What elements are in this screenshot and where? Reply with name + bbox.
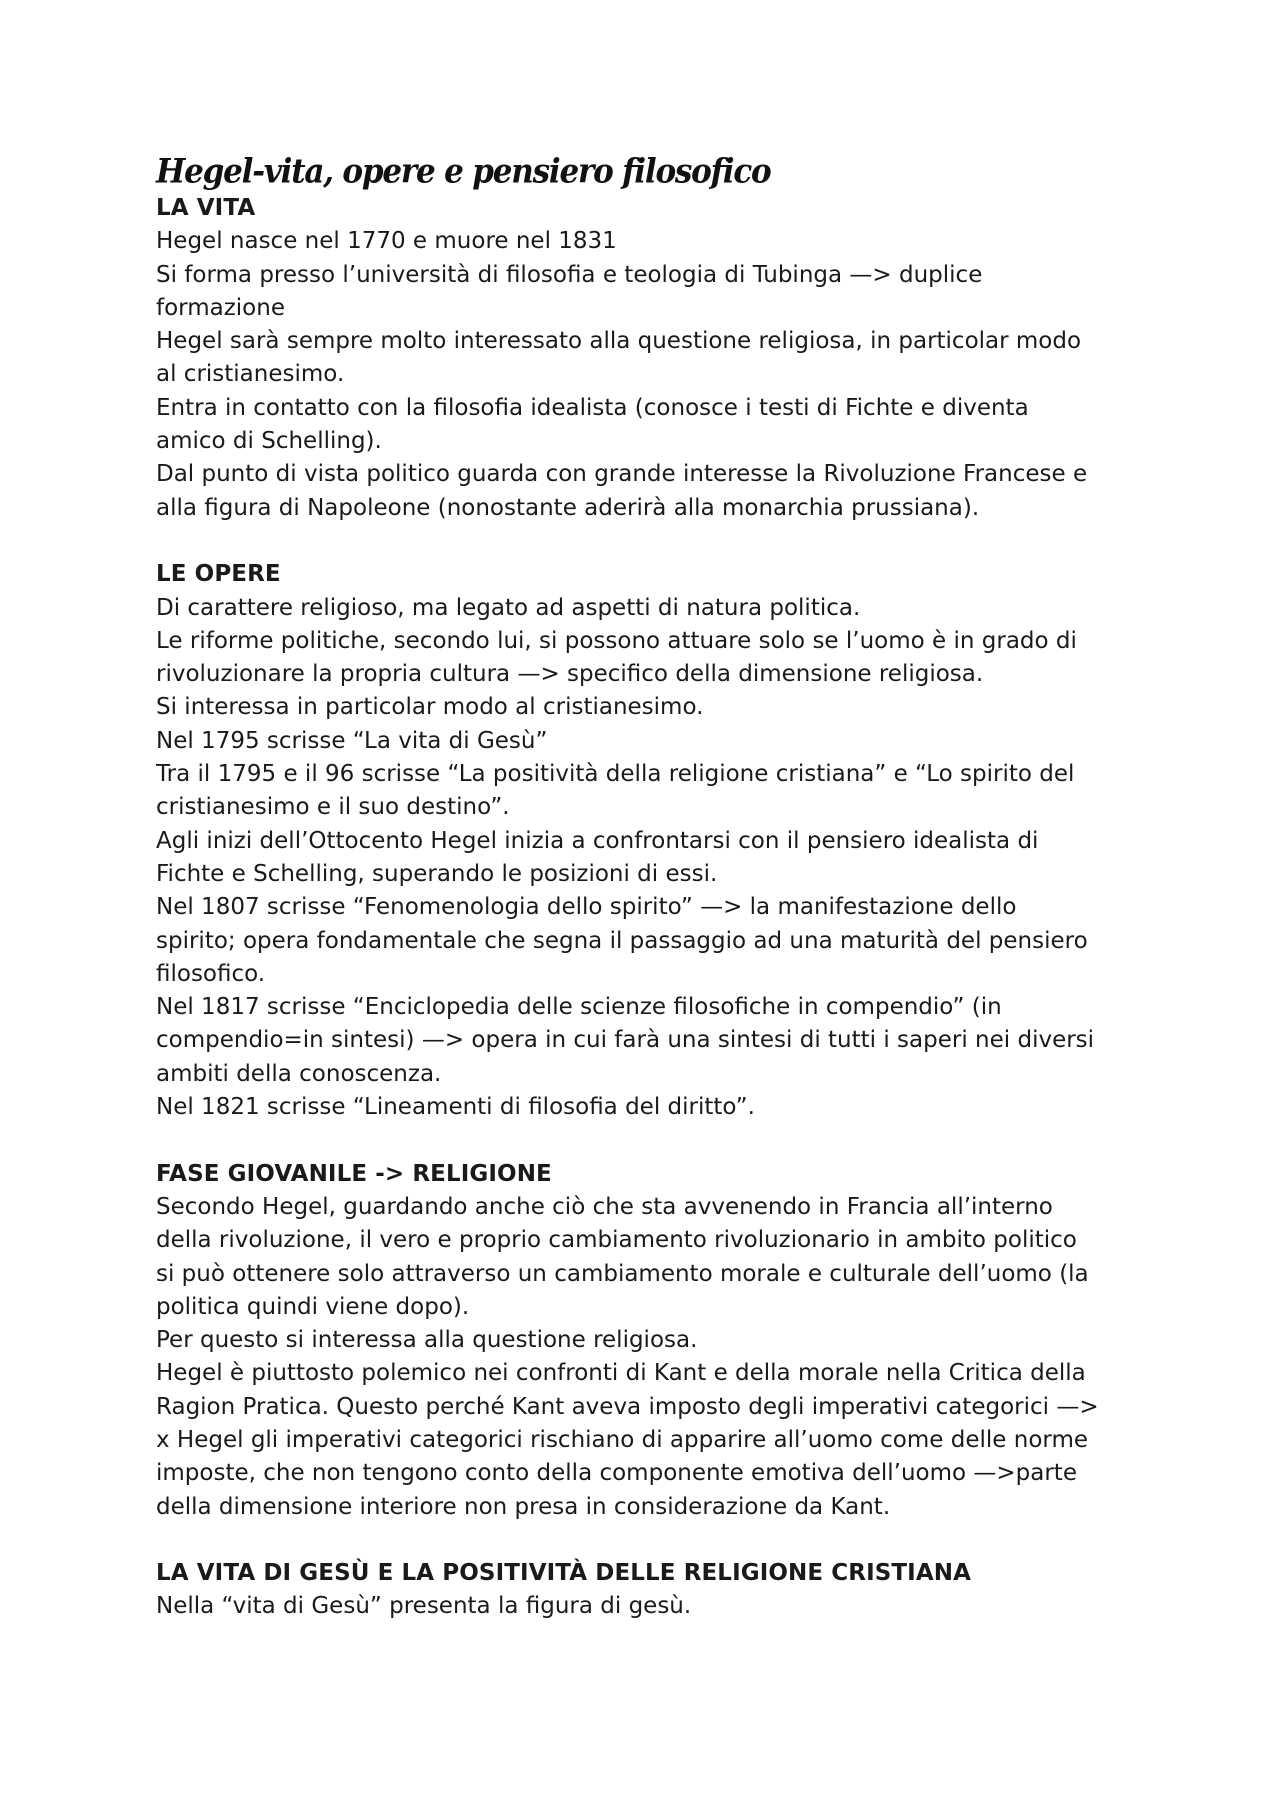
paragraph: Nel 1795 scrisse “La vita di Gesù” [156,727,548,754]
section-heading: LA VITA [156,195,256,221]
document-page [156,150,1136,1624]
paragraph: Tra il 1795 e il 96 scrisse “La positività della religione cristiana” e “Lo spirito del cristianesimo e il suo destino”. [156,761,1075,821]
paragraph: Hegel è piuttosto polemico nei confronti di Kant e della morale nella Critica della Ragion Pratica. Questo perché Kant aveva imposto degli imperativi categorici —> x Hegel gli imperativi categorici rischiano di apparire all’uomo come delle norme imposte, che non tengono conto della componente emotiva dell’uomo —>parte della dimensione interiore non presa in considerazione da Kant. [156,1360,1099,1520]
document-title: Hegel-vita, opere e pensiero filosofico [156,152,771,192]
paragraph: Hegel sarà sempre molto interessato alla questione religiosa, in particolar modo al cristianesimo. [156,328,1082,388]
section-la-vita [156,192,1136,525]
paragraph: Per questo si interessa alla questione religiosa. [156,1327,698,1354]
paragraph: Si interessa in particolar modo al cristianesimo. [156,694,704,721]
paragraph: Agli inizi dell’Ottocento Hegel inizia a confrontarsi con il pensiero idealista di Fichte e Schelling, superando le posizioni di essi. [156,827,1039,887]
section-heading: LA VITA DI GESÙ E LA POSITIVITÀ DELLE RELIGIONE CRISTIANA [156,1560,971,1587]
paragraph: Nel 1807 scrisse “Fenomenologia dello spirito” —> la manifestazione dello spirito; opera fondamentale che segna il passaggio ad una maturità del pensiero filosofico. [156,894,1088,987]
paragraph: Secondo Hegel, guardando anche ciò che sta avvenendo in Francia all’interno della rivoluzione, il vero e proprio cambiamento rivoluzionario in ambito politico si può ottenere solo attraverso un cambiamento morale e culturale dell’uomo (la politica quindi viene dopo). [156,1193,1089,1320]
paragraph: Di carattere religioso, ma legato ad aspetti di natura politica. [156,594,861,621]
section-le-opere [156,558,1136,1124]
paragraph: Nel 1817 scrisse “Enciclopedia delle scienze filosofiche in compendio” (in compendio=in sintesi) —> opera in cui farà una sintesi di tutti i saperi nei diversi ambiti della conoscenza. [156,994,1095,1087]
section-fase-giovanile [156,1158,1136,1524]
paragraph: Hegel nasce nel 1770 e muore nel 1831 [156,228,617,255]
paragraph: Le riforme politiche, secondo lui, si possono attuare solo se l’uomo è in grado di rivoluzionare la propria cultura —> specifico della dimensione religiosa. [156,627,1077,688]
paragraph: Dal punto di vista politico guarda con grande interesse la Rivoluzione Francese e alla figura di Napoleone (nonostante aderirà alla monarchia prussiana). [156,461,1088,521]
paragraph: Entra in contatto con la filosofia idealista (conosce i testi di Fichte e diventa amico di Schelling). [156,394,1029,455]
paragraph: Nel 1821 scrisse “Lineamenti di filosofia del diritto”. [156,1094,755,1121]
section-heading: FASE GIOVANILE -> RELIGIONE [156,1160,552,1187]
paragraph: Si forma presso l’università di filosofia e teologia di Tubinga —> duplice formazione [156,261,983,321]
section-heading: LE OPERE [156,561,281,588]
paragraph: Nella “vita di Gesù” presenta la figura di gesù. [156,1593,692,1620]
section-vita-di-gesu [156,1557,1136,1624]
